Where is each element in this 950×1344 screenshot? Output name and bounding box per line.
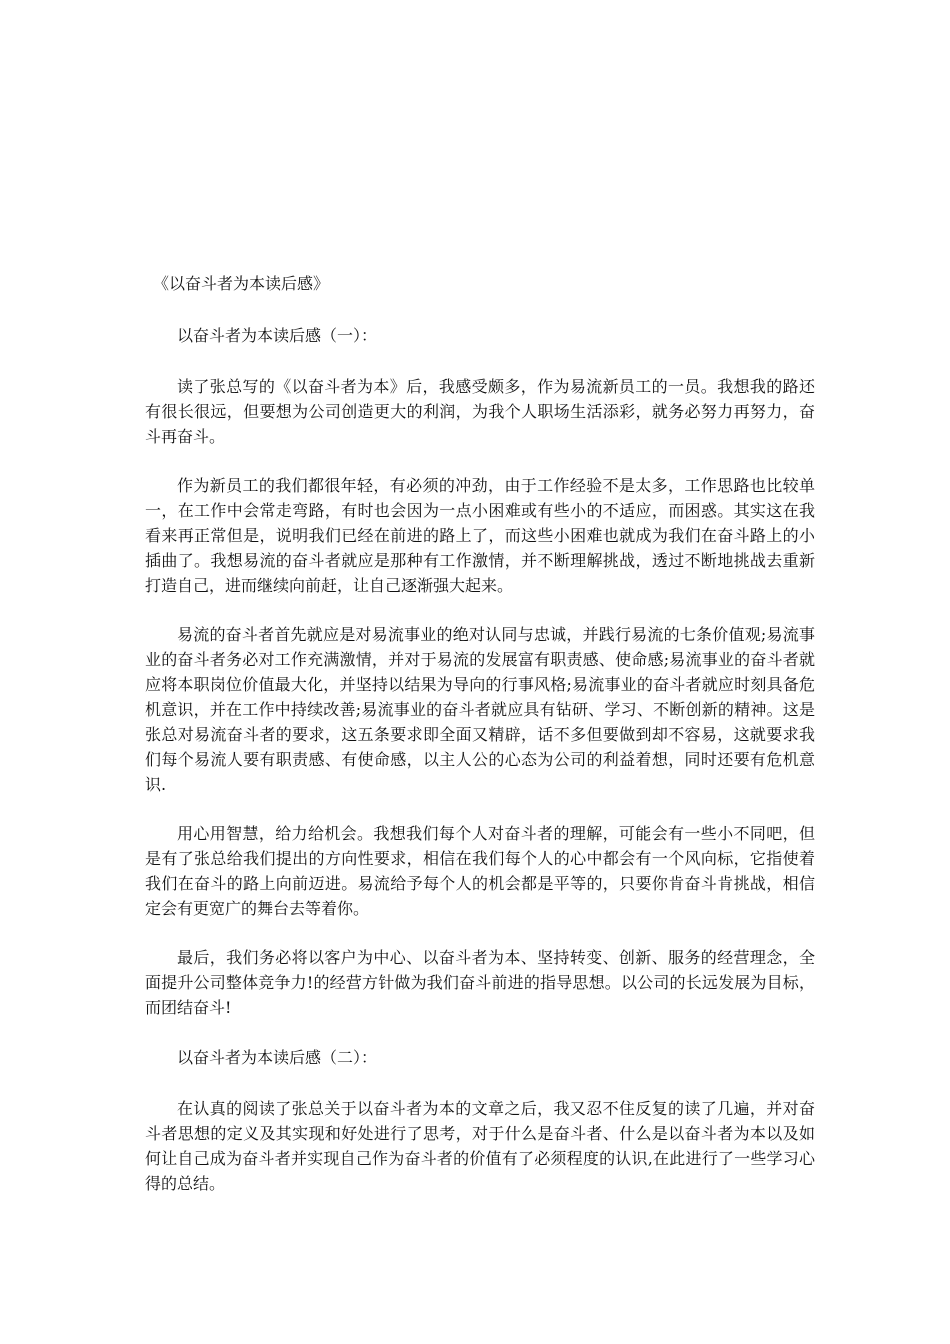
- section-2-heading: 以奋斗者为本读后感（二）：: [177, 1048, 378, 1067]
- section-1-paragraph-5: 最后，我们务必将以客户为中心、以奋斗者为本、坚持转变、创新、服务的经营理念，全面提升公司整体竞争力!的经营方针做为我们奋斗前进的指导思想。以公司的长远发展为目标，而团结奋斗!: [145, 948, 815, 1017]
- section-1-paragraph-3: 易流的奋斗者首先就应是对易流事业的绝对认同与忠诚，并践行易流的七条价值观;易流事业的奋斗者务必对工作充满激情，并对于易流的发展富有职责感、使命感;易流事业的奋斗者就应将本职岗位价值最大化，并坚持以结果为导向的行事风格;易流事业的奋斗者就应时刻具备危机意识，并在工作中持续改善;易流事业的奋斗者就应具有钻研、学习、不断创新的精神。这是张总对易流奋斗者的要求，这五条要求即全面又精辟，话不多但要做到却不容易，这就要求我们每个易流人要有职责感、有使命感，以主人公的心态为公司的利益着想，同时还要有危机意识.: [145, 625, 815, 794]
- section-1-paragraph-1: 读了张总写的《以奋斗者为本》后，我感受颇多，作为易流新员工的一员。我想我的路还有很长很远，但要想为公司创造更大的利润，为我个人职场生活添彩，就务必努力再努力，奋斗再奋斗。: [145, 377, 815, 446]
- document-title: 《以奋斗者为本读后感》: [153, 274, 330, 293]
- document-body: [145, 270, 815, 1220]
- section-1-paragraph-4: 用心用智慧，给力给机会。我想我们每个人对奋斗者的理解，可能会有一些小不同吧，但是有了张总给我们提出的方向性要求，相信在我们每个人的心中都会有一个风向标，它指使着我们在奋斗的路上向前迈进。易流给予每个人的机会都是平等的，只要你肯奋斗肯挑战，相信定会有更宽广的舞台去等着你。: [145, 824, 815, 918]
- section-1-heading: 以奋斗者为本读后感（一）：: [177, 326, 378, 345]
- section-2-paragraph-1: 在认真的阅读了张总关于以奋斗者为本的文章之后，我又忍不住反复的读了几遍，并对奋斗者思想的定义及其实现和好处进行了思考，对于什么是奋斗者、什么是以奋斗者为本以及如何让自己成为奋斗者并实现自己作为奋斗者的价值有了必须程度的认识,在此进行了一些学习心得的总结。: [145, 1099, 815, 1193]
- section-1-paragraph-2: 作为新员工的我们都很年轻，有必须的冲劲，由于工作经验不是太多，工作思路也比较单一，在工作中会常走弯路，有时也会因为一点小困难或有些小的不适应，而困惑。其实这在我看来再正常但是，说明我们已经在前进的路上了，而这些小困难也就成为我们在奋斗路上的小插曲了。我想易流的奋斗者就应是那种有工作激情，并不断理解挑战，透过不断地挑战去重新打造自己，进而继续向前赶，让自己逐渐强大起来。: [145, 476, 815, 595]
